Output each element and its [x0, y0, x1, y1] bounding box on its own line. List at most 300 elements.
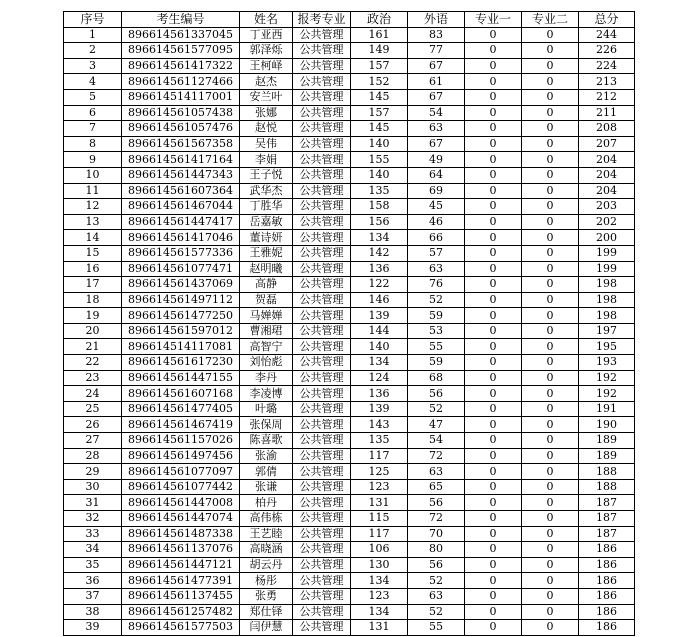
cell-subject-one: 0 [465, 464, 522, 480]
cell-foreign-language: 49 [408, 152, 465, 168]
table-header-row [64, 12, 635, 28]
cell-subject-one: 0 [465, 199, 522, 215]
cell-candidate-id: 896614561417046 [122, 230, 240, 246]
cell-subject-two: 0 [522, 417, 579, 433]
cell-major: 公共管理 [293, 323, 351, 339]
cell-index: 30 [64, 479, 122, 495]
header-total: 总分 [579, 12, 635, 28]
cell-politics: 140 [351, 339, 408, 355]
cell-candidate-id: 896614561567358 [122, 136, 240, 152]
cell-politics: 146 [351, 292, 408, 308]
cell-index: 4 [64, 74, 122, 90]
cell-subject-two: 0 [522, 199, 579, 215]
cell-candidate-id: 896614514117001 [122, 89, 240, 105]
cell-major: 公共管理 [293, 261, 351, 277]
cell-total: 200 [579, 230, 635, 246]
table-row [64, 308, 635, 324]
header-candidate-id: 考生编号 [122, 12, 240, 28]
cell-politics: 131 [351, 620, 408, 636]
cell-major: 公共管理 [293, 308, 351, 324]
cell-name: 郭倩 [240, 464, 293, 480]
cell-foreign-language: 59 [408, 355, 465, 371]
cell-major: 公共管理 [293, 542, 351, 558]
cell-major: 公共管理 [293, 43, 351, 59]
cell-politics: 117 [351, 448, 408, 464]
cell-major: 公共管理 [293, 230, 351, 246]
cell-foreign-language: 64 [408, 167, 465, 183]
cell-index: 16 [64, 261, 122, 277]
cell-major: 公共管理 [293, 464, 351, 480]
cell-politics: 130 [351, 557, 408, 573]
header-name: 姓名 [240, 12, 293, 28]
cell-total: 190 [579, 417, 635, 433]
cell-subject-one: 0 [465, 308, 522, 324]
cell-name: 安兰叶 [240, 89, 293, 105]
cell-index: 13 [64, 214, 122, 230]
cell-subject-two: 0 [522, 27, 579, 43]
table-row [64, 277, 635, 293]
cell-subject-two: 0 [522, 401, 579, 417]
cell-foreign-language: 67 [408, 58, 465, 74]
cell-politics: 143 [351, 417, 408, 433]
cell-candidate-id: 896614561577503 [122, 620, 240, 636]
cell-index: 5 [64, 89, 122, 105]
cell-name: 郭泽烁 [240, 43, 293, 59]
cell-subject-two: 0 [522, 542, 579, 558]
cell-index: 24 [64, 386, 122, 402]
cell-total: 187 [579, 511, 635, 527]
cell-subject-one: 0 [465, 370, 522, 386]
cell-total: 186 [579, 604, 635, 620]
cell-subject-one: 0 [465, 479, 522, 495]
cell-subject-two: 0 [522, 464, 579, 480]
header-subject-one: 专业一 [465, 12, 522, 28]
cell-foreign-language: 76 [408, 277, 465, 293]
cell-index: 2 [64, 43, 122, 59]
table-row [64, 433, 635, 449]
cell-total: 191 [579, 401, 635, 417]
table-row [64, 620, 635, 636]
cell-name: 闫伊慧 [240, 620, 293, 636]
cell-politics: 134 [351, 355, 408, 371]
cell-candidate-id: 896614514117081 [122, 339, 240, 355]
table-row [64, 183, 635, 199]
cell-subject-one: 0 [465, 183, 522, 199]
cell-candidate-id: 896614561617230 [122, 355, 240, 371]
table-row [64, 27, 635, 43]
cell-name: 赵杰 [240, 74, 293, 90]
cell-total: 198 [579, 308, 635, 324]
table-body [64, 27, 635, 635]
header-subject-two: 专业二 [522, 12, 579, 28]
cell-politics: 136 [351, 386, 408, 402]
cell-politics: 152 [351, 74, 408, 90]
cell-subject-two: 0 [522, 136, 579, 152]
cell-index: 23 [64, 370, 122, 386]
table-row [64, 573, 635, 589]
cell-total: 226 [579, 43, 635, 59]
cell-index: 19 [64, 308, 122, 324]
cell-major: 公共管理 [293, 557, 351, 573]
cell-politics: 145 [351, 89, 408, 105]
cell-foreign-language: 70 [408, 526, 465, 542]
cell-subject-two: 0 [522, 214, 579, 230]
cell-name: 董诗妍 [240, 230, 293, 246]
cell-major: 公共管理 [293, 183, 351, 199]
cell-total: 186 [579, 573, 635, 589]
cell-total: 199 [579, 261, 635, 277]
cell-index: 11 [64, 183, 122, 199]
cell-index: 32 [64, 511, 122, 527]
cell-foreign-language: 67 [408, 136, 465, 152]
cell-politics: 134 [351, 573, 408, 589]
cell-candidate-id: 896614561447008 [122, 495, 240, 511]
cell-subject-one: 0 [465, 58, 522, 74]
cell-subject-two: 0 [522, 292, 579, 308]
table-row [64, 588, 635, 604]
cell-subject-two: 0 [522, 495, 579, 511]
cell-politics: 125 [351, 464, 408, 480]
cell-subject-one: 0 [465, 526, 522, 542]
cell-major: 公共管理 [293, 277, 351, 293]
cell-name: 郑仕铎 [240, 604, 293, 620]
table-row [64, 323, 635, 339]
cell-name: 张娜 [240, 105, 293, 121]
table-row [64, 43, 635, 59]
cell-subject-one: 0 [465, 230, 522, 246]
cell-subject-one: 0 [465, 74, 522, 90]
cell-subject-one: 0 [465, 495, 522, 511]
cell-politics: 145 [351, 121, 408, 137]
cell-subject-one: 0 [465, 588, 522, 604]
cell-index: 28 [64, 448, 122, 464]
cell-name: 杨彤 [240, 573, 293, 589]
cell-foreign-language: 57 [408, 245, 465, 261]
cell-candidate-id: 896614561447343 [122, 167, 240, 183]
cell-subject-two: 0 [522, 386, 579, 402]
header-politics: 政治 [351, 12, 408, 28]
table-row [64, 214, 635, 230]
cell-name: 王柯峄 [240, 58, 293, 74]
cell-name: 岳嘉敏 [240, 214, 293, 230]
cell-foreign-language: 52 [408, 292, 465, 308]
table-row [64, 292, 635, 308]
cell-index: 22 [64, 355, 122, 371]
cell-index: 18 [64, 292, 122, 308]
cell-candidate-id: 896614561437069 [122, 277, 240, 293]
cell-candidate-id: 896614561487338 [122, 526, 240, 542]
cell-name: 丁亚西 [240, 27, 293, 43]
cell-subject-one: 0 [465, 355, 522, 371]
cell-major: 公共管理 [293, 401, 351, 417]
cell-subject-two: 0 [522, 355, 579, 371]
cell-foreign-language: 63 [408, 261, 465, 277]
cell-politics: 139 [351, 308, 408, 324]
cell-index: 26 [64, 417, 122, 433]
cell-foreign-language: 46 [408, 214, 465, 230]
cell-name: 张勇 [240, 588, 293, 604]
table-row [64, 526, 635, 542]
cell-politics: 131 [351, 495, 408, 511]
cell-candidate-id: 896614561477250 [122, 308, 240, 324]
cell-subject-two: 0 [522, 573, 579, 589]
cell-foreign-language: 55 [408, 620, 465, 636]
cell-politics: 156 [351, 214, 408, 230]
cell-index: 25 [64, 401, 122, 417]
cell-index: 20 [64, 323, 122, 339]
cell-total: 186 [579, 557, 635, 573]
cell-subject-one: 0 [465, 433, 522, 449]
cell-foreign-language: 52 [408, 401, 465, 417]
cell-subject-one: 0 [465, 245, 522, 261]
cell-politics: 115 [351, 511, 408, 527]
cell-major: 公共管理 [293, 479, 351, 495]
cell-foreign-language: 72 [408, 448, 465, 464]
table-row [64, 339, 635, 355]
cell-candidate-id: 896614561577336 [122, 245, 240, 261]
cell-subject-two: 0 [522, 557, 579, 573]
table-row [64, 89, 635, 105]
cell-politics: 161 [351, 27, 408, 43]
cell-subject-two: 0 [522, 511, 579, 527]
cell-subject-one: 0 [465, 511, 522, 527]
cell-subject-one: 0 [465, 573, 522, 589]
cell-name: 叶璐 [240, 401, 293, 417]
cell-index: 9 [64, 152, 122, 168]
cell-name: 丁胜华 [240, 199, 293, 215]
cell-subject-one: 0 [465, 417, 522, 433]
cell-major: 公共管理 [293, 526, 351, 542]
cell-foreign-language: 47 [408, 417, 465, 433]
cell-name: 张保周 [240, 417, 293, 433]
cell-index: 7 [64, 121, 122, 137]
cell-subject-two: 0 [522, 277, 579, 293]
cell-candidate-id: 896614561077471 [122, 261, 240, 277]
cell-foreign-language: 77 [408, 43, 465, 59]
cell-index: 17 [64, 277, 122, 293]
cell-major: 公共管理 [293, 152, 351, 168]
table-row [64, 401, 635, 417]
cell-foreign-language: 80 [408, 542, 465, 558]
cell-total: 188 [579, 479, 635, 495]
cell-candidate-id: 896614561467419 [122, 417, 240, 433]
cell-name: 赵悦 [240, 121, 293, 137]
cell-foreign-language: 66 [408, 230, 465, 246]
cell-politics: 136 [351, 261, 408, 277]
cell-index: 38 [64, 604, 122, 620]
cell-major: 公共管理 [293, 74, 351, 90]
cell-foreign-language: 63 [408, 588, 465, 604]
cell-politics: 149 [351, 43, 408, 59]
cell-major: 公共管理 [293, 370, 351, 386]
cell-total: 212 [579, 89, 635, 105]
cell-foreign-language: 53 [408, 323, 465, 339]
cell-subject-one: 0 [465, 620, 522, 636]
table-row [64, 604, 635, 620]
score-table [63, 11, 635, 636]
cell-total: 211 [579, 105, 635, 121]
cell-name: 刘怡彪 [240, 355, 293, 371]
cell-major: 公共管理 [293, 58, 351, 74]
cell-subject-one: 0 [465, 167, 522, 183]
cell-subject-two: 0 [522, 152, 579, 168]
cell-subject-one: 0 [465, 292, 522, 308]
cell-subject-two: 0 [522, 58, 579, 74]
cell-total: 199 [579, 245, 635, 261]
cell-subject-one: 0 [465, 401, 522, 417]
cell-politics: 157 [351, 105, 408, 121]
table-row [64, 355, 635, 371]
cell-foreign-language: 59 [408, 308, 465, 324]
cell-foreign-language: 61 [408, 74, 465, 90]
cell-index: 34 [64, 542, 122, 558]
cell-candidate-id: 896614561447121 [122, 557, 240, 573]
table-row [64, 167, 635, 183]
cell-name: 王子悦 [240, 167, 293, 183]
cell-total: 193 [579, 355, 635, 371]
cell-subject-two: 0 [522, 526, 579, 542]
cell-candidate-id: 896614561497456 [122, 448, 240, 464]
cell-subject-one: 0 [465, 542, 522, 558]
cell-subject-two: 0 [522, 370, 579, 386]
cell-politics: 123 [351, 588, 408, 604]
table-row [64, 542, 635, 558]
cell-total: 213 [579, 74, 635, 90]
cell-total: 244 [579, 27, 635, 43]
cell-major: 公共管理 [293, 199, 351, 215]
cell-subject-one: 0 [465, 386, 522, 402]
header-index: 序号 [64, 12, 122, 28]
cell-foreign-language: 54 [408, 105, 465, 121]
cell-name: 武华杰 [240, 183, 293, 199]
cell-major: 公共管理 [293, 588, 351, 604]
cell-candidate-id: 896614561057476 [122, 121, 240, 137]
cell-name: 张谦 [240, 479, 293, 495]
cell-politics: 124 [351, 370, 408, 386]
cell-major: 公共管理 [293, 121, 351, 137]
cell-subject-one: 0 [465, 557, 522, 573]
cell-major: 公共管理 [293, 136, 351, 152]
cell-candidate-id: 896614561467044 [122, 199, 240, 215]
cell-total: 204 [579, 183, 635, 199]
cell-name: 高晓涵 [240, 542, 293, 558]
cell-candidate-id: 896614561607364 [122, 183, 240, 199]
cell-subject-one: 0 [465, 604, 522, 620]
cell-candidate-id: 896614561447074 [122, 511, 240, 527]
cell-major: 公共管理 [293, 89, 351, 105]
cell-candidate-id: 896614561127466 [122, 74, 240, 90]
cell-subject-two: 0 [522, 105, 579, 121]
cell-total: 188 [579, 464, 635, 480]
cell-candidate-id: 896614561447417 [122, 214, 240, 230]
cell-politics: 117 [351, 526, 408, 542]
cell-index: 21 [64, 339, 122, 355]
cell-candidate-id: 896614561477391 [122, 573, 240, 589]
cell-name: 高伟栋 [240, 511, 293, 527]
cell-index: 14 [64, 230, 122, 246]
cell-candidate-id: 896614561137076 [122, 542, 240, 558]
cell-candidate-id: 896614561057438 [122, 105, 240, 121]
table-row [64, 557, 635, 573]
cell-subject-one: 0 [465, 136, 522, 152]
cell-subject-one: 0 [465, 261, 522, 277]
cell-foreign-language: 83 [408, 27, 465, 43]
cell-index: 39 [64, 620, 122, 636]
cell-subject-two: 0 [522, 261, 579, 277]
cell-subject-one: 0 [465, 43, 522, 59]
cell-major: 公共管理 [293, 167, 351, 183]
table-row [64, 152, 635, 168]
cell-index: 31 [64, 495, 122, 511]
cell-major: 公共管理 [293, 620, 351, 636]
cell-name: 贺磊 [240, 292, 293, 308]
cell-name: 胡云丹 [240, 557, 293, 573]
cell-name: 李娟 [240, 152, 293, 168]
cell-subject-one: 0 [465, 105, 522, 121]
cell-name: 张渝 [240, 448, 293, 464]
cell-candidate-id: 896614561417322 [122, 58, 240, 74]
cell-total: 186 [579, 588, 635, 604]
cell-name: 王雅妮 [240, 245, 293, 261]
cell-total: 186 [579, 542, 635, 558]
cell-foreign-language: 52 [408, 604, 465, 620]
cell-total: 197 [579, 323, 635, 339]
cell-total: 189 [579, 448, 635, 464]
cell-total: 192 [579, 386, 635, 402]
cell-total: 189 [579, 433, 635, 449]
cell-total: 186 [579, 620, 635, 636]
cell-subject-one: 0 [465, 121, 522, 137]
cell-subject-two: 0 [522, 230, 579, 246]
cell-total: 187 [579, 526, 635, 542]
cell-index: 8 [64, 136, 122, 152]
cell-index: 27 [64, 433, 122, 449]
table-row [64, 448, 635, 464]
cell-major: 公共管理 [293, 386, 351, 402]
table-row [64, 245, 635, 261]
cell-total: 195 [579, 339, 635, 355]
cell-index: 29 [64, 464, 122, 480]
cell-politics: 134 [351, 604, 408, 620]
cell-index: 6 [64, 105, 122, 121]
table-row [64, 370, 635, 386]
table-row [64, 58, 635, 74]
cell-name: 马婵婵 [240, 308, 293, 324]
cell-major: 公共管理 [293, 495, 351, 511]
cell-candidate-id: 896614561597012 [122, 323, 240, 339]
cell-total: 204 [579, 167, 635, 183]
cell-subject-two: 0 [522, 183, 579, 199]
cell-foreign-language: 68 [408, 370, 465, 386]
cell-index: 3 [64, 58, 122, 74]
cell-foreign-language: 52 [408, 573, 465, 589]
cell-subject-one: 0 [465, 339, 522, 355]
table-row [64, 495, 635, 511]
cell-subject-one: 0 [465, 152, 522, 168]
cell-candidate-id: 896614561577095 [122, 43, 240, 59]
cell-subject-two: 0 [522, 479, 579, 495]
cell-foreign-language: 56 [408, 386, 465, 402]
table-row [64, 386, 635, 402]
cell-candidate-id: 896614561497112 [122, 292, 240, 308]
cell-total: 204 [579, 152, 635, 168]
cell-total: 208 [579, 121, 635, 137]
header-foreign-language: 外语 [408, 12, 465, 28]
cell-subject-two: 0 [522, 620, 579, 636]
cell-name: 曹湘珺 [240, 323, 293, 339]
table-row [64, 199, 635, 215]
cell-index: 36 [64, 573, 122, 589]
